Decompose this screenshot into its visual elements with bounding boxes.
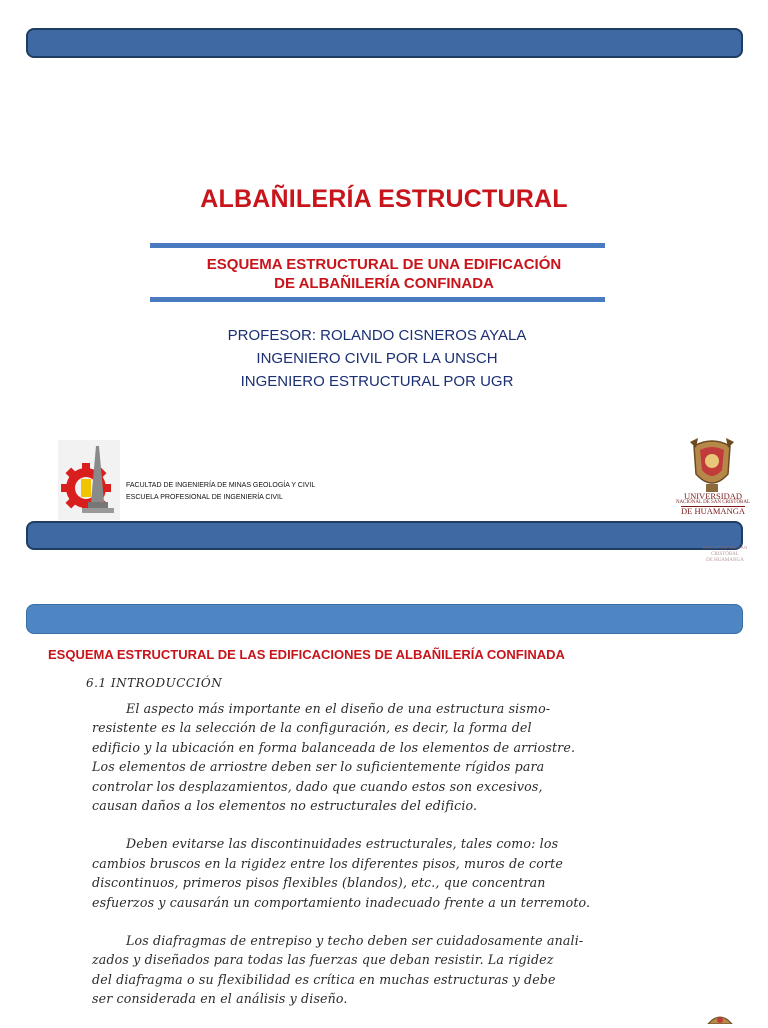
text-line: edificio y la ubicación en forma balanceada de los elementos de arriostre. [92,739,576,755]
section-title: 6.1 INTRODUCCIÓN [86,676,223,690]
slide2-top-bar [26,604,743,634]
text-line: Deben evitarse las discontinuidades estructurales, tales como: los [126,836,559,852]
university-ghost-line-2: DE HUAMANGA [706,558,744,563]
university-ghost-line-1: NACIONAL DE SAN CRISTÓBAL [702,546,748,557]
subtitle-top-rule [150,243,605,248]
text-line: controlar los desplazamientos, dado que cuando estos son excesivos, [92,778,543,794]
text-line: Los elementos de arriostre deben ser lo suficientemente rígidos para [92,759,545,775]
faculty-logo-icon [58,440,120,520]
slide2-heading: ESQUEMA ESTRUCTURAL DE LAS EDIFICACIONES DE ALBAÑILERÍA CONFINADA [48,647,565,662]
university-crest-partial-icon [700,1008,740,1024]
text-line: El aspecto más importante en el diseño de una estructura sismo- [126,701,551,716]
university-line-1: UNIVERSIDAD [683,491,743,501]
professor-line-2: INGENIERO CIVIL POR LA UNSCH [256,350,498,367]
subtitle-bottom-rule [150,297,605,302]
faculty-line-2: ESCUELA PROFESIONAL DE INGENIERÍA CIVIL [126,494,283,501]
university-ghost-mark [690,546,760,564]
faculty-line-1: FACULTAD DE INGENIERÍA DE MINAS GEOLOGÍA Y CIVIL [126,482,316,489]
professor-line-3: INGENIERO ESTRUCTURAL POR UGR [240,373,514,390]
faculty-text [126,480,315,504]
subtitle-line-1: ESQUEMA ESTRUCTURAL DE UNA EDIFICACIÓN [206,256,562,273]
text-line: zados y diseñados para todas las fuerzas que deban resistir. La rigidez [92,952,554,968]
text-line: discontinuos, primeros pisos flexibles (blandos), etc., que concentran [92,875,546,891]
paragraph-2 [92,834,662,912]
paragraph-1 [92,699,662,815]
university-crest-icon [684,436,740,498]
scanned-text-block [86,676,662,1028]
professor-block [0,324,754,393]
subtitle-line-2: DE ALBAÑILERÍA CONFINADA [274,275,494,292]
text-line: cambios bruscos en la rigidez entre los diferentes pisos, muros de corte [92,855,563,871]
slide-subtitle [0,255,768,293]
text-line: del diafragma o su flexibilidad es crítica en muchas estructuras y debe [92,971,556,987]
text-line: Los diafragmas de entrepiso y techo deben ser cuidadosamente anali- [126,933,584,949]
text-line: ser considerada en el análisis y diseño. [92,991,348,1007]
university-name [668,492,758,516]
professor-line-1: PROFESOR: ROLANDO CISNEROS AYALA [227,327,527,344]
text-line: causan daños a los elementos no estructurales del edificio. [92,798,478,814]
slide1-bottom-bar [26,521,743,550]
slide1-top-bar [26,28,743,58]
text-line: esfuerzos y causarán un comportamiento inadecuado frente a un terremoto. [92,894,591,910]
paragraph-3 [92,931,662,1009]
university-line-3: DE HUAMANGA [681,506,745,516]
university-line-2: NACIONAL DE SAN CRISTÓBAL [675,500,751,505]
slide-title: ALBAÑILERÍA ESTRUCTURAL [200,185,568,213]
text-line: resistente es la selección de la configuración, es decir, la forma del [92,720,532,736]
